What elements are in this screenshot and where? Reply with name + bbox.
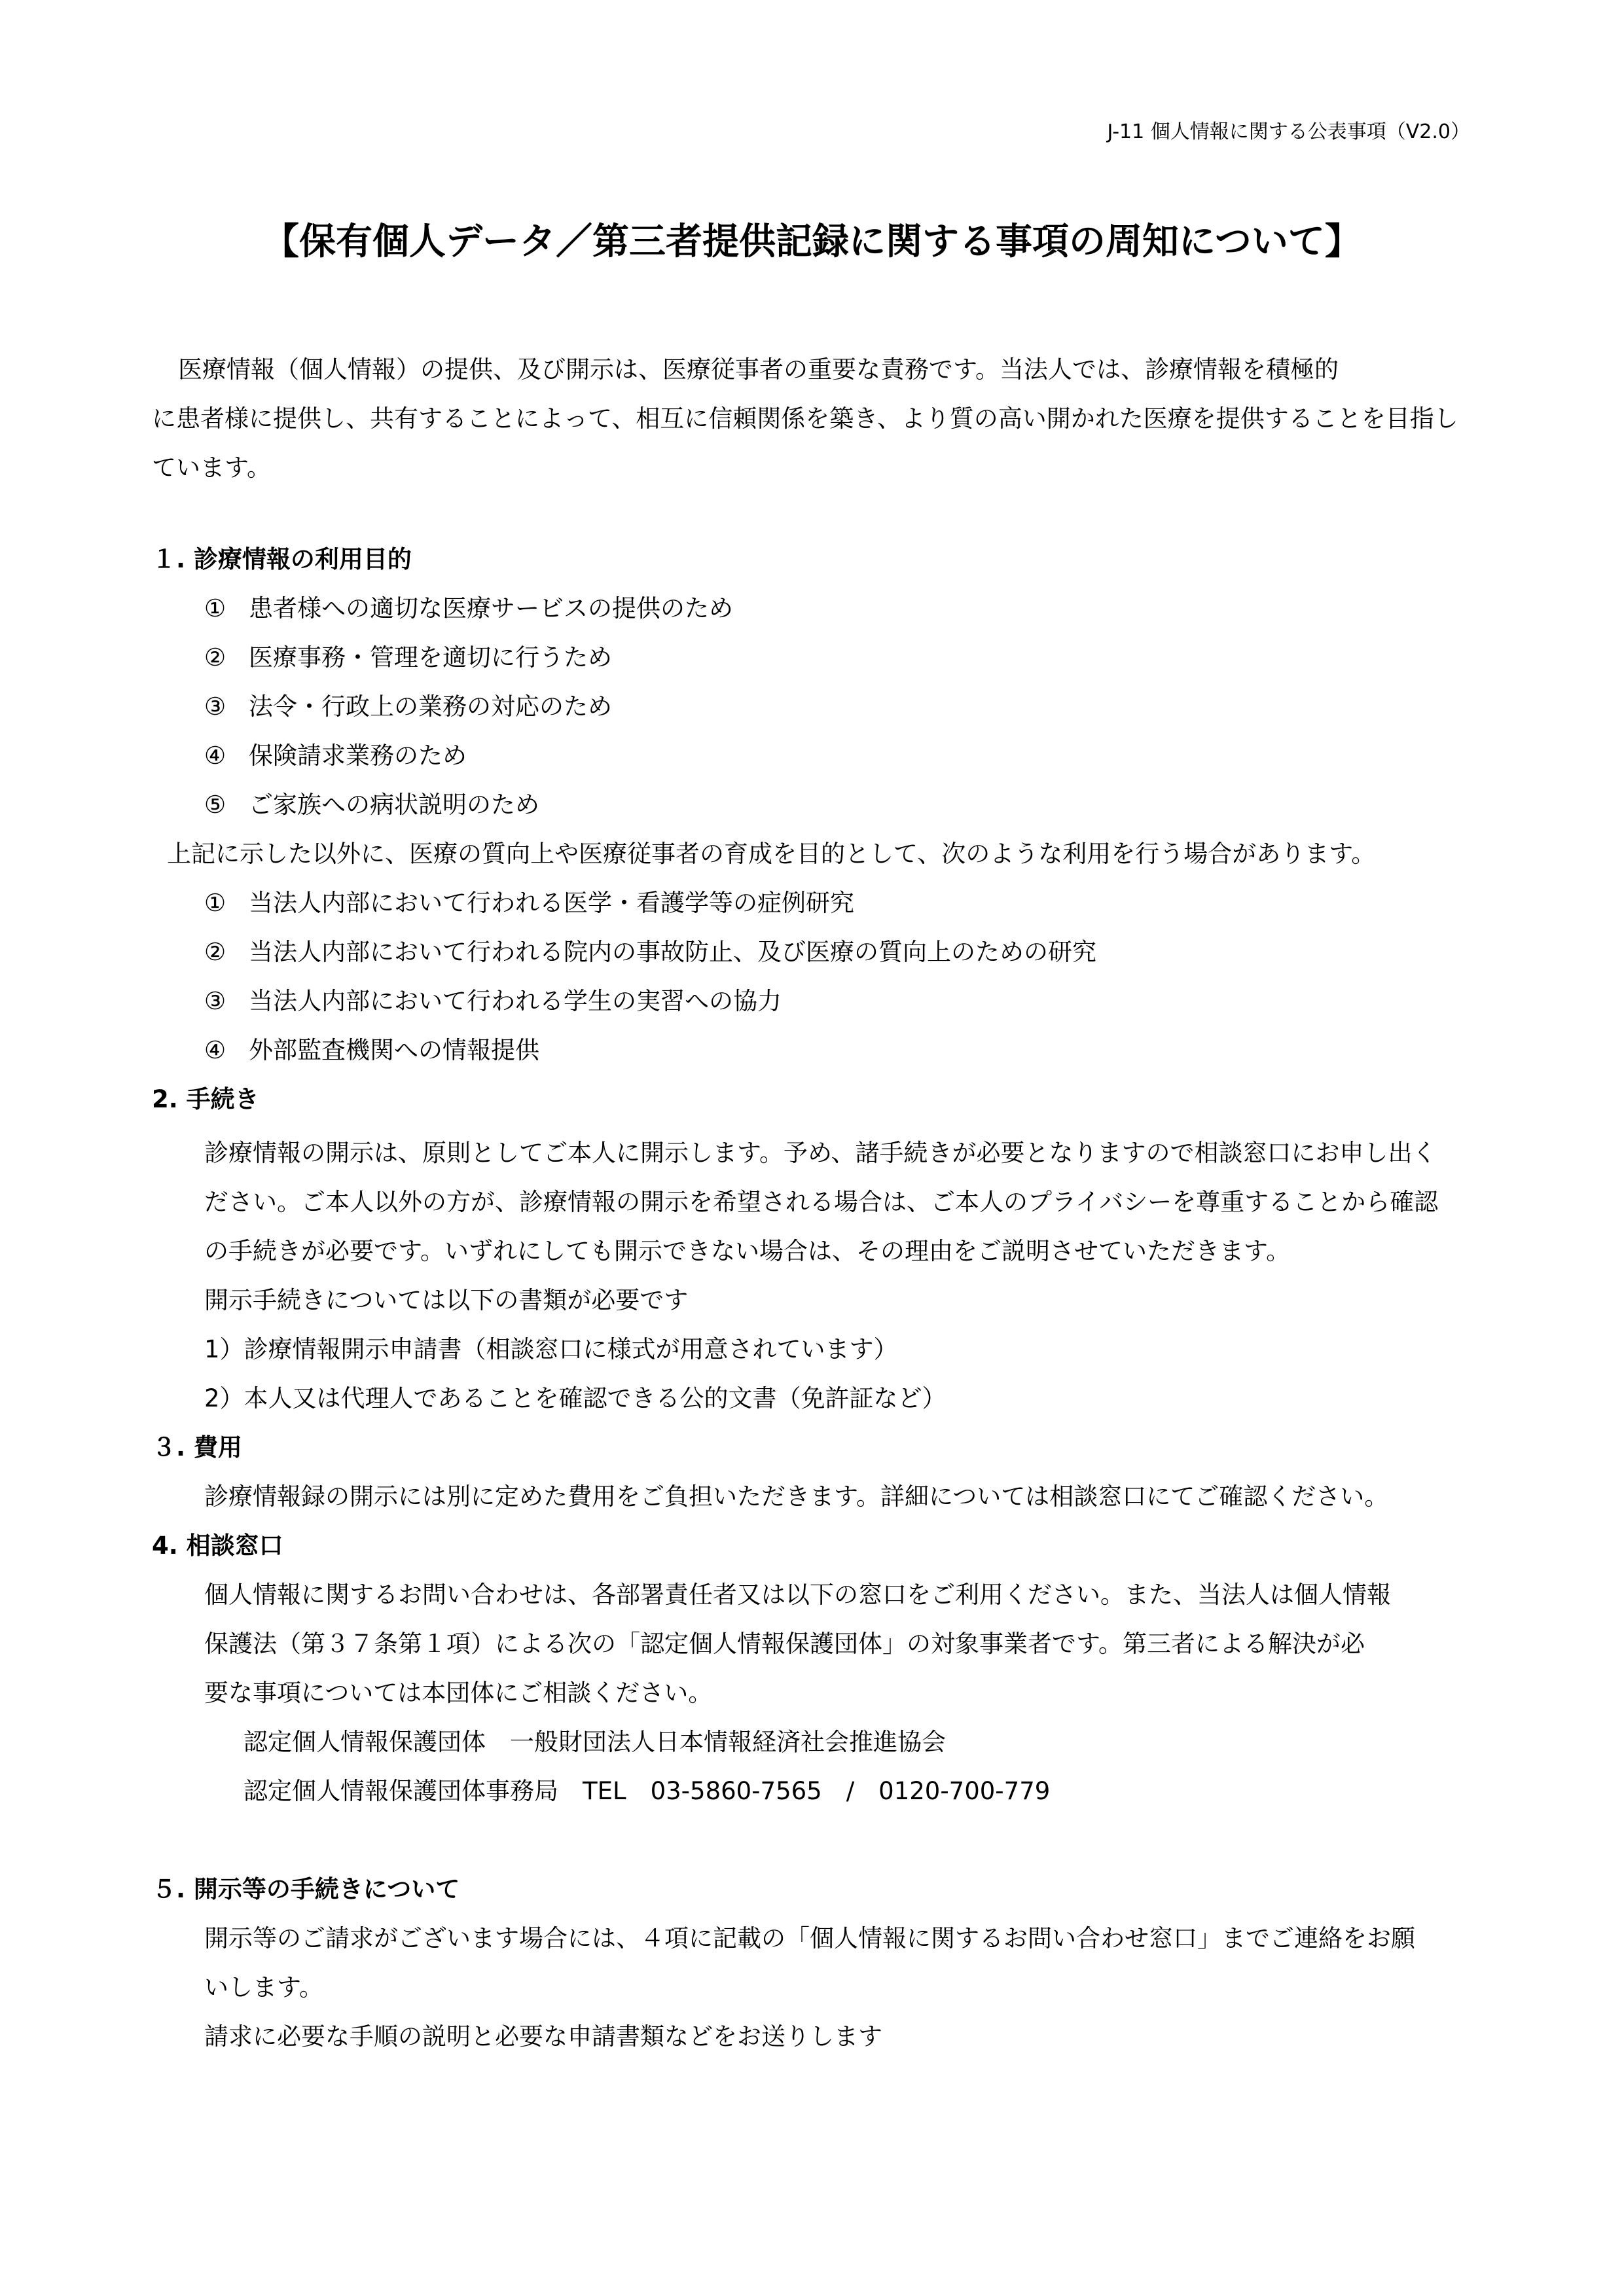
list-item-text: 患者様への適切な医療サービスの提供のため [249,594,733,622]
paragraph-line: 個人情報に関するお問い合わせは、各部署責任者又は以下の窓口をご利用ください。また、当法人は個人情報 [204,1581,1391,1609]
list-item-number: ③ [204,692,226,721]
list-item-number: ④ [204,1036,226,1064]
list-item-number: ① [204,594,226,622]
list-item [204,1034,539,1067]
list-item [204,691,612,723]
list-item [204,592,733,625]
section-heading-usage-purpose: １. 診療情報の利用目的 [152,545,412,573]
list-item-text: 当法人内部において行われる院内の事故防止、及び医療の質向上のための研究 [249,938,1096,966]
list-item-number: ② [204,643,226,672]
list-item-number: ⑤ [204,791,226,819]
paragraph-line: 要な事項については本団体にご相談ください。 [204,1679,713,1707]
list-item-text: 法令・行政上の業務の対応のため [249,692,612,721]
page-title: 【保有個人データ／第三者提供記録に関する事項の周知について】 [262,221,1362,263]
list-item-number: ① [204,889,226,917]
list-item [204,641,612,674]
list-item-text: 当法人内部において行われる学生の実習への協力 [249,987,782,1015]
document-reference: J-11 個人情報に関する公表事項（V2.0） [1107,120,1470,143]
section-heading-disclosure-procedure: ５. 開示等の手続きについて [152,1875,460,1903]
list-item-text: 保険請求業務のため [249,742,467,770]
list-item-number: ④ [204,742,226,770]
list-item [204,887,854,920]
list-item [204,985,782,1018]
list-item [204,936,1096,969]
paragraph-line: 診療情報の開示は、原則としてご本人に開示します。予め、諸手続きが必要となりますので相談窓口にお申し出く [204,1139,1437,1167]
intro-paragraph [152,345,1494,492]
list-item-text: 外部監査機関への情報提供 [249,1036,539,1064]
contact-phone: 認定個人情報保護団体事務局 TEL 03-5860-7565 / 0120-700-779 [244,1777,1051,1805]
required-document-item: 1）診療情報開示申請書（相談窓口に様式が用意されています） [204,1335,898,1363]
list-item-text: 医療事務・管理を適切に行うため [249,643,612,672]
paragraph-line: 開示手続きについては以下の書類が必要です [204,1286,689,1314]
paragraph-line: ださい。ご本人以外の方が、診療情報の開示を希望される場合は、ご本人のプライバシーを尊重することから確認 [204,1188,1439,1216]
list-item-text: ご家族への病状説明のため [249,791,539,819]
list-item [204,789,539,821]
intro-line: ています。 [152,454,272,482]
paragraph-line: 診療情報録の開示には別に定めた費用をご負担いただきます。詳細については相談窓口にてご確認ください。 [204,1482,1389,1511]
list-item-number: ② [204,938,226,966]
section-note: 上記に示した以外に、医療の質向上や医療従事者の育成を目的として、次のような利用を行う場合があります。 [167,840,1376,868]
paragraph-line: いします。 [204,1973,324,2001]
list-item-text: 当法人内部において行われる医学・看護学等の症例研究 [249,889,854,917]
paragraph-line: 請求に必要な手順の説明と必要な申請書類などをお送りします [204,2022,882,2051]
section-heading-procedure: 2. 手続き [152,1085,259,1113]
intro-line: 医療情報（個人情報）の提供、及び開示は、医療従事者の重要な責務です。当法人では、診療情報を積極的 [178,355,1339,384]
paragraph-line: の手続きが必要です。いずれにしても開示できない場合は、その理由をご説明させていただきます。 [204,1237,1291,1265]
paragraph-line: 保護法（第３７条第１項）による次の「認定個人情報保護団体」の対象事業者です。第三者による解決が必 [204,1630,1365,1658]
intro-line: に患者様に提供し、共有することによって、相互に信頼関係を築き、より質の高い開かれた医療を提供することを目指し [152,404,1458,433]
paragraph-line: 開示等のご請求がございます場合には、４項に記載の「個人情報に関するお問い合わせ窓口」までご連絡をお願 [204,1924,1415,1952]
list-item [204,740,467,772]
section-heading-fees: ３. 費用 [152,1433,242,1462]
contact-organization: 認定個人情報保護団体 一般財団法人日本情報経済社会推進協会 [244,1728,946,1756]
section-heading-contact: 4. 相談窓口 [152,1532,283,1560]
required-document-item: 2）本人又は代理人であることを確認できる公的文書（免許証など） [204,1384,947,1412]
list-item-number: ③ [204,987,226,1015]
